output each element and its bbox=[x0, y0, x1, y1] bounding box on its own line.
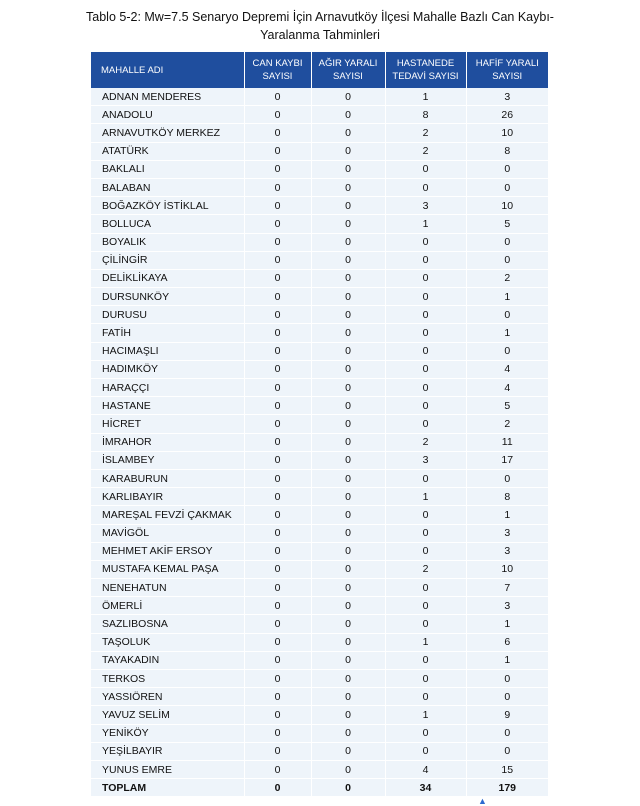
cell-hastanede-tedavi: 0 bbox=[385, 524, 466, 542]
cell-agir-yarali: 0 bbox=[311, 724, 385, 742]
cell-hastanede-tedavi: 0 bbox=[385, 724, 466, 742]
cell-hafif-yarali: 0 bbox=[466, 178, 548, 196]
cell-can-kaybi: 0 bbox=[244, 597, 311, 615]
cell-hafif-yarali: 1 bbox=[466, 506, 548, 524]
cell-agir-yarali: 0 bbox=[311, 124, 385, 142]
cell-can-kaybi: 0 bbox=[244, 215, 311, 233]
total-hastanede-tedavi: 34 bbox=[385, 779, 466, 797]
table-row bbox=[91, 288, 548, 306]
cell-mahalle: YEŞİLBAYIR bbox=[91, 742, 244, 760]
cell-hastanede-tedavi: 0 bbox=[385, 469, 466, 487]
cell-can-kaybi: 0 bbox=[244, 288, 311, 306]
table-row bbox=[91, 469, 548, 487]
cell-hafif-yarali: 3 bbox=[466, 597, 548, 615]
cell-mahalle: TAYAKADIN bbox=[91, 651, 244, 669]
table-row bbox=[91, 760, 548, 778]
cell-hastanede-tedavi: 8 bbox=[385, 106, 466, 124]
cell-hastanede-tedavi: 2 bbox=[385, 142, 466, 160]
total-hafif-yarali: 179 bbox=[466, 779, 548, 797]
cell-agir-yarali: 0 bbox=[311, 506, 385, 524]
cell-agir-yarali: 0 bbox=[311, 579, 385, 597]
cell-agir-yarali: 0 bbox=[311, 633, 385, 651]
cell-hafif-yarali: 10 bbox=[466, 124, 548, 142]
cell-can-kaybi: 0 bbox=[244, 579, 311, 597]
cell-hastanede-tedavi: 0 bbox=[385, 269, 466, 287]
cell-hafif-yarali: 4 bbox=[466, 379, 548, 397]
total-label: TOPLAM bbox=[91, 779, 244, 797]
cell-agir-yarali: 0 bbox=[311, 706, 385, 724]
cell-agir-yarali: 0 bbox=[311, 269, 385, 287]
cell-hafif-yarali: 3 bbox=[466, 542, 548, 560]
cell-mahalle: ÇİLİNGİR bbox=[91, 251, 244, 269]
table-row bbox=[91, 178, 548, 196]
cell-can-kaybi: 0 bbox=[244, 560, 311, 578]
cell-agir-yarali: 0 bbox=[311, 142, 385, 160]
cell-mahalle: FATİH bbox=[91, 324, 244, 342]
cell-mahalle: NENEHATUN bbox=[91, 579, 244, 597]
cell-agir-yarali: 0 bbox=[311, 233, 385, 251]
cell-agir-yarali: 0 bbox=[311, 469, 385, 487]
cell-can-kaybi: 0 bbox=[244, 142, 311, 160]
cell-can-kaybi: 0 bbox=[244, 379, 311, 397]
cell-hastanede-tedavi: 0 bbox=[385, 306, 466, 324]
cell-hastanede-tedavi: 1 bbox=[385, 633, 466, 651]
cell-mahalle: HİCRET bbox=[91, 415, 244, 433]
cell-hastanede-tedavi: 0 bbox=[385, 742, 466, 760]
cell-can-kaybi: 0 bbox=[244, 542, 311, 560]
cell-can-kaybi: 0 bbox=[244, 324, 311, 342]
table-row bbox=[91, 688, 548, 706]
cell-hastanede-tedavi: 1 bbox=[385, 215, 466, 233]
cell-hafif-yarali: 0 bbox=[466, 742, 548, 760]
cell-hastanede-tedavi: 2 bbox=[385, 124, 466, 142]
total-agir-yarali: 0 bbox=[311, 779, 385, 797]
cell-hastanede-tedavi: 0 bbox=[385, 397, 466, 415]
table-row bbox=[91, 233, 548, 251]
cell-hafif-yarali: 8 bbox=[466, 142, 548, 160]
cell-hafif-yarali: 0 bbox=[466, 688, 548, 706]
cell-mahalle: TERKOS bbox=[91, 670, 244, 688]
cell-agir-yarali: 0 bbox=[311, 688, 385, 706]
cell-mahalle: HARAÇÇI bbox=[91, 379, 244, 397]
table-row bbox=[91, 651, 548, 669]
cell-hafif-yarali: 1 bbox=[466, 651, 548, 669]
cell-agir-yarali: 0 bbox=[311, 670, 385, 688]
cell-can-kaybi: 0 bbox=[244, 415, 311, 433]
cell-can-kaybi: 0 bbox=[244, 342, 311, 360]
header-can-kaybi bbox=[244, 52, 311, 88]
header-label-line: SAYISI bbox=[492, 71, 523, 82]
cell-hastanede-tedavi: 3 bbox=[385, 197, 466, 215]
cell-can-kaybi: 0 bbox=[244, 269, 311, 287]
cell-hafif-yarali: 6 bbox=[466, 633, 548, 651]
cell-hafif-yarali: 0 bbox=[466, 469, 548, 487]
total-row bbox=[91, 779, 548, 797]
cell-hastanede-tedavi: 2 bbox=[385, 433, 466, 451]
header-label-line: SAYISI bbox=[262, 71, 293, 82]
table-row bbox=[91, 742, 548, 760]
table-caption bbox=[0, 8, 640, 44]
cell-agir-yarali: 0 bbox=[311, 742, 385, 760]
cell-hafif-yarali: 17 bbox=[466, 451, 548, 469]
cell-hafif-yarali: 8 bbox=[466, 488, 548, 506]
cell-hastanede-tedavi: 0 bbox=[385, 615, 466, 633]
cell-mahalle: YAVUZ SELİM bbox=[91, 706, 244, 724]
table-row bbox=[91, 415, 548, 433]
cell-can-kaybi: 0 bbox=[244, 233, 311, 251]
cell-mahalle: MAVİGÖL bbox=[91, 524, 244, 542]
cell-mahalle: BAKLALI bbox=[91, 160, 244, 178]
cell-mahalle: ARNAVUTKÖY MERKEZ bbox=[91, 124, 244, 142]
cell-agir-yarali: 0 bbox=[311, 597, 385, 615]
cell-hafif-yarali: 0 bbox=[466, 724, 548, 742]
cell-mahalle: ATATÜRK bbox=[91, 142, 244, 160]
cell-hastanede-tedavi: 0 bbox=[385, 651, 466, 669]
cell-hastanede-tedavi: 0 bbox=[385, 542, 466, 560]
cell-hafif-yarali: 0 bbox=[466, 306, 548, 324]
table-row bbox=[91, 724, 548, 742]
cell-hafif-yarali: 10 bbox=[466, 197, 548, 215]
cell-can-kaybi: 0 bbox=[244, 724, 311, 742]
cell-hastanede-tedavi: 3 bbox=[385, 451, 466, 469]
table-row bbox=[91, 324, 548, 342]
cell-agir-yarali: 0 bbox=[311, 560, 385, 578]
cell-hafif-yarali: 5 bbox=[466, 397, 548, 415]
caption-line-2: Yaralanma Tahminleri bbox=[260, 28, 380, 42]
cell-mahalle: BOĞAZKÖY İSTİKLAL bbox=[91, 197, 244, 215]
cell-agir-yarali: 0 bbox=[311, 342, 385, 360]
table-row bbox=[91, 306, 548, 324]
cell-mahalle: KARABURUN bbox=[91, 469, 244, 487]
cell-can-kaybi: 0 bbox=[244, 306, 311, 324]
cell-can-kaybi: 0 bbox=[244, 124, 311, 142]
table-row bbox=[91, 160, 548, 178]
cell-hafif-yarali: 9 bbox=[466, 706, 548, 724]
cell-agir-yarali: 0 bbox=[311, 360, 385, 378]
cell-can-kaybi: 0 bbox=[244, 742, 311, 760]
table-row bbox=[91, 397, 548, 415]
cell-agir-yarali: 0 bbox=[311, 542, 385, 560]
table-row bbox=[91, 506, 548, 524]
cell-can-kaybi: 0 bbox=[244, 524, 311, 542]
header-label-line: AĞIR YARALI bbox=[318, 58, 378, 69]
cell-can-kaybi: 0 bbox=[244, 178, 311, 196]
cell-hafif-yarali: 0 bbox=[466, 670, 548, 688]
table-row bbox=[91, 106, 548, 124]
table-row bbox=[91, 451, 548, 469]
cell-hastanede-tedavi: 0 bbox=[385, 324, 466, 342]
table-row bbox=[91, 342, 548, 360]
cell-mahalle: YASSIÖREN bbox=[91, 688, 244, 706]
cell-agir-yarali: 0 bbox=[311, 379, 385, 397]
table-row bbox=[91, 215, 548, 233]
cell-hafif-yarali: 0 bbox=[466, 160, 548, 178]
cell-agir-yarali: 0 bbox=[311, 433, 385, 451]
total-can-kaybi: 0 bbox=[244, 779, 311, 797]
table-row bbox=[91, 524, 548, 542]
cell-mahalle: MAREŞAL FEVZİ ÇAKMAK bbox=[91, 506, 244, 524]
cell-can-kaybi: 0 bbox=[244, 615, 311, 633]
cell-mahalle: İMRAHOR bbox=[91, 433, 244, 451]
table-row bbox=[91, 597, 548, 615]
cell-can-kaybi: 0 bbox=[244, 197, 311, 215]
cell-hastanede-tedavi: 1 bbox=[385, 88, 466, 106]
cell-can-kaybi: 0 bbox=[244, 451, 311, 469]
cell-hafif-yarali: 5 bbox=[466, 215, 548, 233]
cell-hastanede-tedavi: 0 bbox=[385, 579, 466, 597]
cell-hastanede-tedavi: 0 bbox=[385, 597, 466, 615]
cell-hafif-yarali: 1 bbox=[466, 324, 548, 342]
table-row bbox=[91, 251, 548, 269]
cell-agir-yarali: 0 bbox=[311, 397, 385, 415]
table-row bbox=[91, 433, 548, 451]
header-label-line: SAYISI bbox=[333, 71, 363, 82]
header-hastanede-tedavi bbox=[385, 52, 466, 88]
cell-hafif-yarali: 0 bbox=[466, 251, 548, 269]
cell-mahalle: DELİKLİKAYA bbox=[91, 269, 244, 287]
cell-mahalle: HASTANE bbox=[91, 397, 244, 415]
cell-agir-yarali: 0 bbox=[311, 288, 385, 306]
cell-mahalle: TAŞOLUK bbox=[91, 633, 244, 651]
cell-hastanede-tedavi: 0 bbox=[385, 233, 466, 251]
cell-mahalle: BOYALIK bbox=[91, 233, 244, 251]
cell-hastanede-tedavi: 0 bbox=[385, 251, 466, 269]
cell-agir-yarali: 0 bbox=[311, 451, 385, 469]
table-header-row bbox=[91, 52, 548, 88]
cell-mahalle: İSLAMBEY bbox=[91, 451, 244, 469]
cell-hastanede-tedavi: 1 bbox=[385, 488, 466, 506]
cell-hafif-yarali: 0 bbox=[466, 233, 548, 251]
cell-agir-yarali: 0 bbox=[311, 615, 385, 633]
caption-line-1: Tablo 5-2: Mw=7.5 Senaryo Depremi İçin Arnavutköy İlçesi Mahalle Bazlı Can Kaybı- bbox=[86, 10, 554, 24]
cell-mahalle: SAZLIBOSNA bbox=[91, 615, 244, 633]
cell-can-kaybi: 0 bbox=[244, 469, 311, 487]
cell-hastanede-tedavi: 0 bbox=[385, 160, 466, 178]
cell-agir-yarali: 0 bbox=[311, 306, 385, 324]
cell-can-kaybi: 0 bbox=[244, 433, 311, 451]
cell-hafif-yarali: 11 bbox=[466, 433, 548, 451]
cell-hastanede-tedavi: 2 bbox=[385, 560, 466, 578]
cell-can-kaybi: 0 bbox=[244, 633, 311, 651]
table-row bbox=[91, 706, 548, 724]
cell-hafif-yarali: 0 bbox=[466, 342, 548, 360]
cell-hafif-yarali: 3 bbox=[466, 88, 548, 106]
cell-hastanede-tedavi: 0 bbox=[385, 415, 466, 433]
cell-hafif-yarali: 7 bbox=[466, 579, 548, 597]
header-label-line: HASTANEDE bbox=[396, 58, 455, 69]
cell-mahalle: KARLIBAYIR bbox=[91, 488, 244, 506]
cell-can-kaybi: 0 bbox=[244, 506, 311, 524]
cell-can-kaybi: 0 bbox=[244, 160, 311, 178]
cell-hastanede-tedavi: 0 bbox=[385, 360, 466, 378]
cell-agir-yarali: 0 bbox=[311, 215, 385, 233]
cell-can-kaybi: 0 bbox=[244, 488, 311, 506]
cell-hastanede-tedavi: 0 bbox=[385, 178, 466, 196]
cell-hastanede-tedavi: 0 bbox=[385, 342, 466, 360]
cell-hastanede-tedavi: 4 bbox=[385, 760, 466, 778]
table-row bbox=[91, 124, 548, 142]
cell-hafif-yarali: 26 bbox=[466, 106, 548, 124]
cell-mahalle: MEHMET AKİF ERSOY bbox=[91, 542, 244, 560]
cell-mahalle: ÖMERLİ bbox=[91, 597, 244, 615]
cell-hastanede-tedavi: 1 bbox=[385, 706, 466, 724]
cell-mahalle: HACIMAŞLI bbox=[91, 342, 244, 360]
cell-agir-yarali: 0 bbox=[311, 251, 385, 269]
header-hafif-yarali bbox=[466, 52, 548, 88]
table-row bbox=[91, 615, 548, 633]
cell-hastanede-tedavi: 0 bbox=[385, 670, 466, 688]
cell-hafif-yarali: 2 bbox=[466, 415, 548, 433]
cell-hastanede-tedavi: 0 bbox=[385, 506, 466, 524]
cell-agir-yarali: 0 bbox=[311, 88, 385, 106]
cell-hafif-yarali: 1 bbox=[466, 615, 548, 633]
page-mark: ▲ bbox=[478, 796, 487, 806]
cell-agir-yarali: 0 bbox=[311, 324, 385, 342]
cell-hastanede-tedavi: 0 bbox=[385, 288, 466, 306]
cell-can-kaybi: 0 bbox=[244, 706, 311, 724]
casualty-table bbox=[91, 52, 548, 797]
cell-hafif-yarali: 3 bbox=[466, 524, 548, 542]
cell-mahalle: ANADOLU bbox=[91, 106, 244, 124]
cell-agir-yarali: 0 bbox=[311, 488, 385, 506]
header-label-line: TEDAVİ SAYISI bbox=[392, 71, 459, 82]
table-row bbox=[91, 579, 548, 597]
table-row bbox=[91, 142, 548, 160]
cell-mahalle: HADIMKÖY bbox=[91, 360, 244, 378]
cell-can-kaybi: 0 bbox=[244, 88, 311, 106]
table-row bbox=[91, 360, 548, 378]
cell-can-kaybi: 0 bbox=[244, 760, 311, 778]
cell-hafif-yarali: 2 bbox=[466, 269, 548, 287]
cell-mahalle: DURSUNKÖY bbox=[91, 288, 244, 306]
table-row bbox=[91, 197, 548, 215]
table-row bbox=[91, 670, 548, 688]
cell-hafif-yarali: 10 bbox=[466, 560, 548, 578]
cell-agir-yarali: 0 bbox=[311, 197, 385, 215]
cell-can-kaybi: 0 bbox=[244, 251, 311, 269]
table-row bbox=[91, 88, 548, 106]
cell-mahalle: DURUSU bbox=[91, 306, 244, 324]
cell-agir-yarali: 0 bbox=[311, 760, 385, 778]
header-label-line: HAFİF YARALI bbox=[475, 58, 539, 69]
cell-can-kaybi: 0 bbox=[244, 360, 311, 378]
cell-hafif-yarali: 15 bbox=[466, 760, 548, 778]
cell-hafif-yarali: 1 bbox=[466, 288, 548, 306]
table-row bbox=[91, 269, 548, 287]
table-row bbox=[91, 560, 548, 578]
cell-agir-yarali: 0 bbox=[311, 415, 385, 433]
cell-mahalle: BALABAN bbox=[91, 178, 244, 196]
cell-hastanede-tedavi: 0 bbox=[385, 688, 466, 706]
cell-can-kaybi: 0 bbox=[244, 651, 311, 669]
header-mahalle-adi bbox=[91, 52, 244, 88]
table-body bbox=[91, 88, 548, 797]
header-label-line: MAHALLE ADI bbox=[101, 64, 164, 76]
table-row bbox=[91, 379, 548, 397]
cell-mahalle: MUSTAFA KEMAL PAŞA bbox=[91, 560, 244, 578]
cell-mahalle: YENİKÖY bbox=[91, 724, 244, 742]
header-agir-yarali bbox=[311, 52, 385, 88]
header-label-line: CAN KAYBI bbox=[252, 58, 303, 69]
cell-agir-yarali: 0 bbox=[311, 524, 385, 542]
table-row bbox=[91, 542, 548, 560]
cell-agir-yarali: 0 bbox=[311, 106, 385, 124]
cell-can-kaybi: 0 bbox=[244, 106, 311, 124]
cell-hafif-yarali: 4 bbox=[466, 360, 548, 378]
cell-mahalle: ADNAN MENDERES bbox=[91, 88, 244, 106]
cell-agir-yarali: 0 bbox=[311, 160, 385, 178]
cell-hastanede-tedavi: 0 bbox=[385, 379, 466, 397]
cell-can-kaybi: 0 bbox=[244, 688, 311, 706]
cell-agir-yarali: 0 bbox=[311, 178, 385, 196]
cell-can-kaybi: 0 bbox=[244, 670, 311, 688]
table-row bbox=[91, 488, 548, 506]
cell-mahalle: BOLLUCA bbox=[91, 215, 244, 233]
cell-mahalle: YUNUS EMRE bbox=[91, 760, 244, 778]
cell-agir-yarali: 0 bbox=[311, 651, 385, 669]
table-row bbox=[91, 633, 548, 651]
cell-can-kaybi: 0 bbox=[244, 397, 311, 415]
